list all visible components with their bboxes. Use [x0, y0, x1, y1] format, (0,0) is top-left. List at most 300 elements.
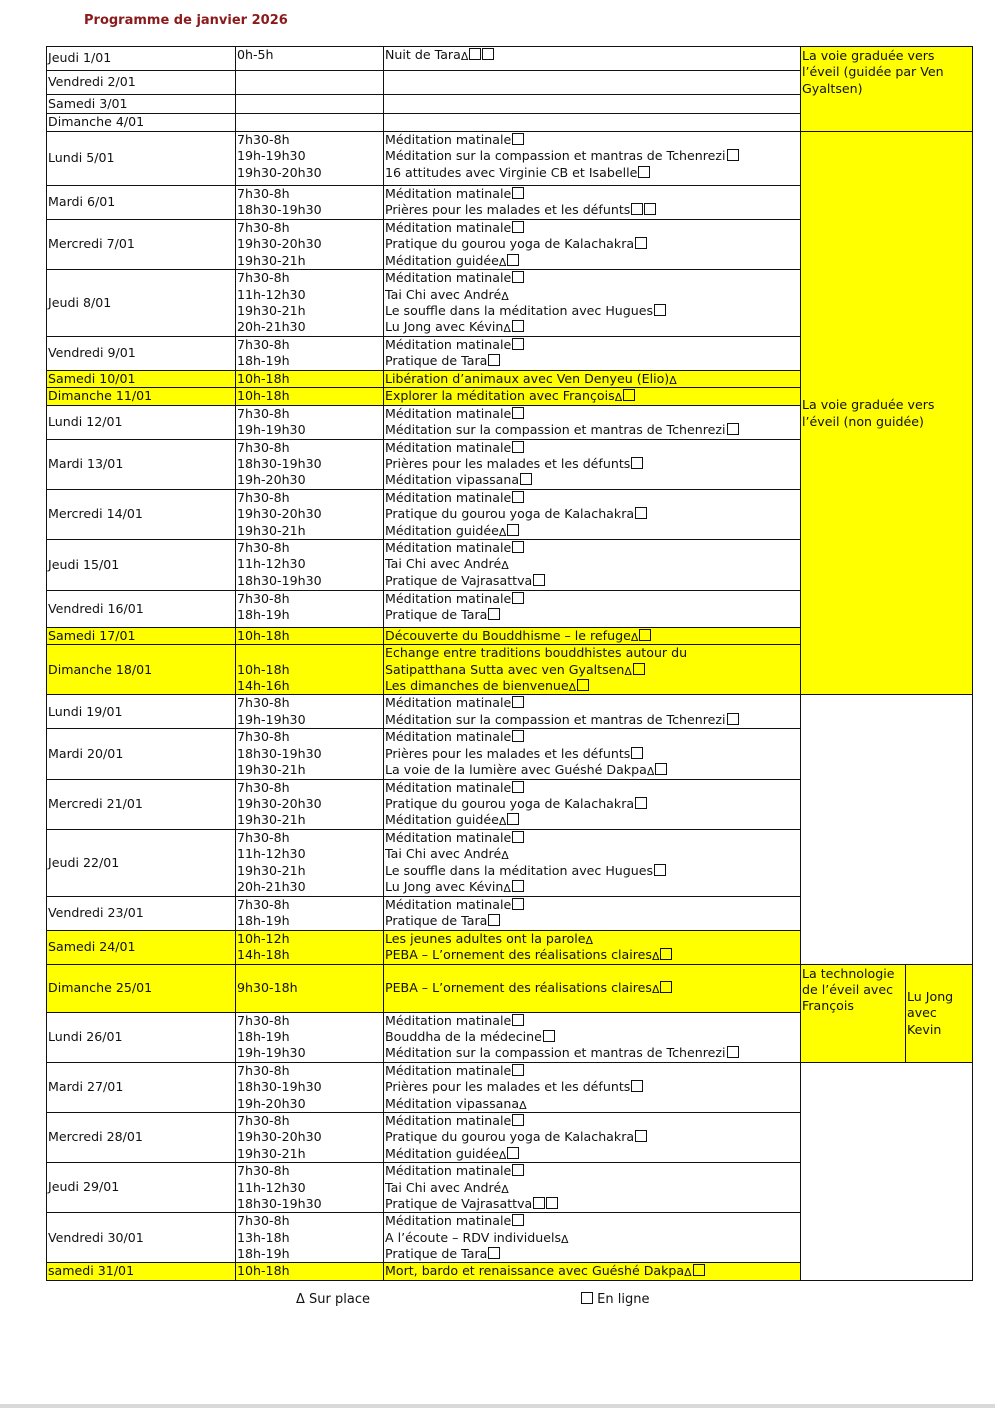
online-box-icon: [512, 696, 524, 708]
activity-name: Le souffle dans la méditation avec Hugues: [385, 302, 654, 318]
activity-cell: [384, 729, 801, 779]
time-slot: [237, 645, 382, 661]
time-slot: 18h30-19h30: [237, 202, 322, 218]
activity-cell: [384, 779, 801, 829]
activity-name: Tai Chi avec André: [385, 1179, 502, 1195]
activity-name: PEBA – L’ornement des réalisations claires: [385, 979, 652, 995]
time-slot: 14h-18h: [237, 946, 290, 962]
side-empty-cell: [801, 1062, 973, 1280]
online-box-icon: [533, 574, 545, 586]
time-cell: [236, 627, 384, 644]
time-cell: [236, 539, 384, 590]
activity-name: Libération d’animaux avec Ven Denyeu (Elio): [385, 370, 670, 386]
time-cell: [236, 645, 384, 695]
time-slot: 11h-12h30: [237, 1179, 306, 1195]
activity-name: Méditation matinale: [385, 1012, 512, 1028]
day-cell: Mardi 6/01: [47, 186, 236, 220]
on-site-delta-icon: Δ: [498, 255, 507, 269]
online-box-icon: [512, 221, 524, 233]
online-box-icon: [660, 981, 672, 993]
online-box-icon: [520, 473, 532, 485]
activity-cell: [384, 405, 801, 439]
activity-line: [385, 506, 799, 522]
time-slot: 7h30-8h: [237, 695, 290, 711]
legend-online-label: En ligne: [597, 1292, 650, 1307]
online-box-icon: [635, 1130, 647, 1142]
time-slot: 19h30-21h: [237, 762, 306, 778]
online-box-icon: [512, 491, 524, 503]
time-slot: 11h-12h30: [237, 846, 306, 862]
activity-line: [385, 148, 799, 164]
time-slot: 11h-12h30: [237, 286, 306, 302]
activity-name: Les dimanches de bienvenue: [385, 678, 569, 694]
activity-name: Pratique de Tara: [385, 607, 488, 623]
time-cell: [236, 114, 384, 132]
activity-line: [385, 780, 799, 796]
activity-line: [385, 746, 799, 762]
time-cell: [236, 1112, 384, 1162]
time-cell: [236, 1263, 384, 1280]
online-box-icon: [512, 320, 524, 332]
activity-name: Méditation matinale: [385, 729, 512, 745]
time-slot: 19h-19h30: [237, 421, 306, 437]
online-box-icon: [512, 781, 524, 793]
activity-line: [385, 165, 799, 181]
online-box-icon: [512, 541, 524, 553]
online-box-icon: [512, 338, 524, 350]
activity-name: Explorer la méditation avec François: [385, 388, 615, 404]
activity-line: [385, 1230, 799, 1246]
activity-cell: [384, 964, 801, 1012]
time-cell: [236, 779, 384, 829]
activity-line: [385, 186, 799, 202]
online-box-icon: [631, 1080, 643, 1092]
activity-line: [385, 607, 799, 623]
day-cell: Mardi 27/01: [47, 1062, 236, 1112]
activity-name: Méditation sur la compassion et mantras de Tchenrezi: [385, 421, 726, 437]
time-cell: [236, 270, 384, 337]
activity-cell: [384, 114, 801, 132]
online-box-icon: [631, 747, 643, 759]
activity-cell: [384, 388, 801, 405]
activity-line: [385, 573, 799, 589]
activity-line: [385, 1129, 799, 1145]
online-box-icon: [512, 1114, 524, 1126]
activity-line: [385, 1029, 799, 1045]
activity-line: [385, 371, 799, 387]
on-site-delta-icon: Δ: [501, 1182, 509, 1196]
activity-line: [385, 1045, 799, 1061]
time-slot: 20h-21h30: [237, 319, 306, 335]
time-slot: 10h-18h: [237, 1263, 290, 1279]
time-slot: 18h30-19h30: [237, 572, 322, 588]
activity-cell: [384, 95, 801, 114]
activity-line: [385, 270, 799, 286]
time-slot: 11h-12h30: [237, 556, 306, 572]
online-box-icon: [488, 914, 500, 926]
activity-line: [385, 1079, 799, 1095]
day-cell: Mardi 13/01: [47, 439, 236, 489]
activity-name: Prières pour les malades et les défunts: [385, 202, 631, 218]
time-slot: 10h-12h: [237, 930, 290, 946]
activity-line: [385, 830, 799, 846]
online-box-icon: [488, 1247, 500, 1259]
activity-name: Méditation guidée: [385, 252, 499, 268]
activity-name: Tai Chi avec André: [385, 286, 502, 302]
time-slot: 19h30-21h: [237, 522, 306, 538]
time-slot: 10h-18h: [237, 388, 290, 404]
time-slot: 19h30-20h30: [237, 796, 322, 812]
activity-name: Prières pour les malades et les défunts: [385, 1079, 631, 1095]
activity-name: Méditation sur la compassion et mantras de Tchenrezi: [385, 148, 726, 164]
on-site-delta-icon: Δ: [585, 933, 594, 947]
time-slot: 19h-19h30: [237, 148, 306, 164]
activity-name: Méditation sur la compassion et mantras de Tchenrezi: [385, 711, 726, 727]
on-site-delta-icon: Δ: [561, 1232, 569, 1246]
activity-name: Méditation sur la compassion et mantras de Tchenrezi: [385, 1045, 726, 1061]
time-cell: [236, 829, 384, 896]
time-slot: 7h30-8h: [237, 1213, 290, 1229]
activity-cell: [384, 132, 801, 186]
on-site-delta-icon: Δ: [501, 849, 509, 863]
time-slot: 19h30-20h30: [237, 1129, 322, 1145]
activity-name: Pratique du gourou yoga de Kalachakra: [385, 1129, 635, 1145]
time-slot: 7h30-8h: [237, 1163, 290, 1179]
activity-line: [385, 628, 799, 644]
on-site-delta-icon: Δ: [669, 373, 677, 387]
time-cell: [236, 132, 384, 186]
time-slot: 7h30-8h: [237, 186, 290, 201]
on-site-delta-icon: Δ: [614, 391, 623, 405]
day-cell: Vendredi 23/01: [47, 896, 236, 930]
activity-name: Méditation matinale: [385, 1213, 512, 1229]
day-cell: Dimanche 11/01: [47, 388, 236, 405]
online-box-icon: [507, 1147, 519, 1159]
time-slot: 18h-19h: [237, 1246, 290, 1262]
time-slot: 19h30-21h: [237, 812, 306, 828]
activity-name: Lu Jong avec Kévin: [385, 319, 504, 335]
activity-name: Méditation matinale: [385, 186, 512, 201]
online-box-icon: [512, 898, 524, 910]
activity-line: [385, 879, 799, 895]
time-slot: 18h30-19h30: [237, 1079, 322, 1095]
activity-line: [385, 132, 799, 148]
activity-cell: [384, 539, 801, 590]
time-slot: 18h30-19h30: [237, 1195, 322, 1211]
time-slot: 14h-16h: [237, 678, 290, 694]
activity-line: [385, 490, 799, 506]
on-site-delta-icon: Δ: [651, 949, 660, 963]
online-box-icon: [727, 713, 739, 725]
time-slot: 7h30-8h: [237, 1012, 290, 1028]
day-cell: Dimanche 25/01: [47, 964, 236, 1012]
on-site-delta-icon: Δ: [684, 1266, 692, 1280]
online-box-icon: [512, 831, 524, 843]
on-site-delta-icon: Δ: [501, 559, 509, 573]
on-site-delta-icon: Δ: [501, 289, 509, 303]
page-title: Programme de janvier 2026: [84, 13, 288, 28]
time-slot: 7h30-8h: [237, 405, 290, 421]
activity-name: Pratique de Vajrasattva: [385, 1195, 533, 1211]
activity-line: [385, 591, 799, 607]
time-slot: 19h30-21h: [237, 302, 306, 318]
activity-line: [385, 202, 799, 218]
time-cell: [236, 489, 384, 539]
time-slot: 7h30-8h: [237, 729, 290, 745]
on-site-delta-icon: Δ: [568, 681, 577, 695]
time-slot: 19h-19h30: [237, 1045, 306, 1061]
online-box-icon: [581, 1292, 593, 1304]
activity-line: [385, 1180, 799, 1196]
activity-line: [385, 897, 799, 913]
activity-name: Pratique de Tara: [385, 913, 488, 929]
online-box-icon: [512, 1164, 524, 1176]
activity-cell: [384, 829, 801, 896]
activity-name: Pratique de Vajrasattva: [385, 572, 533, 588]
time-slot: 7h30-8h: [237, 590, 290, 606]
activity-name: Le souffle dans la méditation avec Hugues: [385, 862, 654, 878]
time-slot: 19h30-20h30: [237, 506, 322, 522]
time-cell: [236, 186, 384, 220]
time-cell: [236, 336, 384, 370]
time-cell: [236, 95, 384, 114]
time-slot: 7h30-8h: [237, 829, 290, 845]
activity-cell: [384, 1213, 801, 1263]
on-site-delta-icon: Δ: [503, 322, 511, 336]
on-site-delta-icon: Δ: [498, 1148, 507, 1162]
time-slot: 7h30-8h: [237, 132, 290, 147]
online-box-icon: [654, 304, 666, 316]
time-slot: 9h30-18h: [237, 979, 298, 995]
activity-cell: [384, 1012, 801, 1062]
schedule-row: [47, 964, 973, 1012]
activity-cell: [384, 590, 801, 627]
day-cell: Jeudi 22/01: [47, 829, 236, 896]
online-box-icon: [512, 1014, 524, 1026]
day-cell: samedi 31/01: [47, 1263, 236, 1280]
activity-line: [385, 456, 799, 472]
day-cell: Dimanche 4/01: [47, 114, 236, 132]
activity-cell: [384, 439, 801, 489]
schedule-row: [47, 47, 973, 71]
online-box-icon: [482, 48, 494, 60]
online-box-icon: [727, 149, 739, 161]
online-box-icon: [623, 389, 635, 401]
activity-name: Méditation matinale: [385, 489, 512, 505]
day-cell: Mercredi 14/01: [47, 489, 236, 539]
time-cell: [236, 71, 384, 95]
time-cell: [236, 47, 384, 71]
time-slot: 10h-18h: [237, 627, 290, 643]
activity-name: Prières pour les malades et les défunts: [385, 745, 631, 761]
activity-cell: [384, 71, 801, 95]
day-cell: Samedi 3/01: [47, 95, 236, 114]
day-cell: Jeudi 15/01: [47, 539, 236, 590]
time-slot: 7h30-8h: [237, 779, 290, 795]
time-slot: 7h30-8h: [237, 489, 290, 505]
activity-cell: [384, 1163, 801, 1213]
activity-line: [385, 422, 799, 438]
schedule-row: [47, 695, 973, 729]
legend-on-site: Δ Sur place: [296, 1292, 370, 1307]
time-cell: [236, 220, 384, 270]
online-box-icon: [577, 679, 589, 691]
online-box-icon: [635, 237, 647, 249]
side-program-technology: La technologie de l’éveil avec François: [801, 964, 906, 1062]
activity-cell: [384, 1112, 801, 1162]
time-slot: 7h30-8h: [237, 220, 290, 235]
activity-line: [385, 1113, 799, 1129]
time-slot: 0h-5h: [237, 47, 274, 62]
time-slot: 19h-20h30: [237, 1095, 306, 1111]
activity-cell: [384, 47, 801, 71]
activity-cell: [384, 1263, 801, 1280]
activity-name: Méditation guidée: [385, 1145, 499, 1161]
time-slot: 7h30-8h: [237, 1112, 290, 1128]
time-cell: [236, 1163, 384, 1213]
time-cell: [236, 1213, 384, 1263]
activity-line: [385, 540, 799, 556]
activity-cell: [384, 489, 801, 539]
activity-line: [385, 947, 799, 963]
time-cell: [236, 370, 384, 387]
activity-line: [385, 1063, 799, 1079]
activity-name: Méditation matinale: [385, 829, 512, 845]
activity-cell: [384, 270, 801, 337]
online-box-icon: [512, 187, 524, 199]
on-site-delta-icon: Δ: [460, 50, 469, 63]
day-cell: Dimanche 18/01: [47, 645, 236, 695]
activity-line: [385, 337, 799, 353]
activity-name: Méditation vipassana: [385, 1095, 520, 1111]
day-cell: Lundi 12/01: [47, 405, 236, 439]
online-box-icon: [469, 48, 481, 60]
activity-name: Découverte du Bouddhisme – le refuge: [385, 627, 631, 643]
online-box-icon: [635, 507, 647, 519]
online-box-icon: [727, 423, 739, 435]
activity-name: PEBA – L’ornement des réalisations claires: [385, 946, 652, 962]
activity-name: Mort, bardo et renaissance avec Guéshé Dakpa: [385, 1263, 685, 1279]
activity-line: [385, 47, 799, 63]
activity-name: Pratique du gourou yoga de Kalachakra: [385, 506, 635, 522]
day-cell: Jeudi 8/01: [47, 270, 236, 337]
activity-name: Echange entre traditions bouddhistes autour du: [385, 645, 688, 661]
activity-line: [385, 645, 799, 661]
time-slot: 18h-19h: [237, 1028, 290, 1044]
time-slot: 7h30-8h: [237, 439, 290, 455]
activity-line: [385, 678, 799, 694]
activity-name: Nuit de Tara: [385, 47, 461, 62]
day-cell: Samedi 10/01: [47, 370, 236, 387]
activity-name: Tai Chi avec André: [385, 846, 502, 862]
activity-name: Satipatthana Sutta avec ven Gyaltsen: [385, 661, 625, 677]
activity-line: [385, 303, 799, 319]
schedule-table: [46, 46, 973, 1281]
online-box-icon: [512, 880, 524, 892]
on-site-delta-icon: Δ: [519, 1098, 527, 1112]
online-box-icon: [633, 663, 645, 675]
time-cell: [236, 930, 384, 964]
activity-line: [385, 353, 799, 369]
day-cell: Vendredi 16/01: [47, 590, 236, 627]
activity-name: Méditation matinale: [385, 132, 512, 147]
activity-line: [385, 812, 799, 828]
time-slot: 19h-19h30: [237, 711, 306, 727]
activity-name: Méditation matinale: [385, 590, 512, 606]
activity-cell: [384, 1062, 801, 1112]
activity-line: [385, 440, 799, 456]
activity-line: [385, 931, 799, 947]
activity-name: Bouddha de la médecine: [385, 1028, 542, 1044]
on-site-delta-icon: Δ: [646, 765, 655, 779]
side-program-unguided: La voie graduée vers l’éveil (non guidée): [801, 132, 973, 695]
activity-cell: [384, 220, 801, 270]
activity-line: [385, 220, 799, 236]
activity-name: La voie de la lumière avec Guéshé Dakpa: [385, 762, 647, 778]
activity-line: [385, 846, 799, 862]
activity-name: Prières pour les malades et les défunts: [385, 455, 631, 471]
activity-line: [385, 796, 799, 812]
schedule-row: [47, 132, 973, 186]
activity-name: Méditation matinale: [385, 539, 512, 555]
activity-line: [385, 863, 799, 879]
activity-line: [385, 523, 799, 539]
online-box-icon: [488, 608, 500, 620]
time-cell: [236, 964, 384, 1012]
on-site-delta-icon: Δ: [630, 630, 639, 644]
online-box-icon: [631, 457, 643, 469]
time-slot: 18h-19h: [237, 607, 290, 623]
activity-line: [385, 472, 799, 488]
activity-line: [385, 556, 799, 572]
activity-line: [385, 980, 799, 996]
day-cell: Vendredi 9/01: [47, 336, 236, 370]
activity-name: Méditation matinale: [385, 779, 512, 795]
time-cell: [236, 1012, 384, 1062]
activity-name: Méditation matinale: [385, 336, 512, 352]
time-cell: [236, 896, 384, 930]
day-cell: Lundi 26/01: [47, 1012, 236, 1062]
activity-line: [385, 1013, 799, 1029]
time-slot: 19h30-21h: [237, 1145, 306, 1161]
online-box-icon: [512, 271, 524, 283]
time-slot: 18h30-19h30: [237, 455, 322, 471]
activity-name: Méditation matinale: [385, 896, 512, 912]
activity-name: Méditation guidée: [385, 812, 499, 828]
activity-line: [385, 1246, 799, 1262]
time-cell: [236, 405, 384, 439]
time-slot: 10h-18h: [237, 370, 290, 386]
activity-name: Méditation matinale: [385, 270, 512, 286]
activity-name: Les jeunes adultes ont la parole: [385, 930, 586, 946]
online-box-icon: [512, 441, 524, 453]
day-cell: Jeudi 1/01: [47, 47, 236, 71]
time-cell: [236, 590, 384, 627]
activity-line: [385, 236, 799, 252]
time-cell: [236, 1062, 384, 1112]
activity-line: [385, 695, 799, 711]
activity-name: Pratique de Tara: [385, 353, 488, 369]
activity-cell: [384, 336, 801, 370]
on-site-delta-icon: Δ: [624, 664, 632, 678]
day-cell: Jeudi 29/01: [47, 1163, 236, 1213]
activity-line: [385, 319, 799, 335]
day-cell: Vendredi 30/01: [47, 1213, 236, 1263]
time-slot: 19h30-20h30: [237, 164, 322, 180]
day-cell: Mercredi 28/01: [47, 1112, 236, 1162]
online-box-icon: [546, 1197, 558, 1209]
activity-name: Méditation guidée: [385, 522, 499, 538]
